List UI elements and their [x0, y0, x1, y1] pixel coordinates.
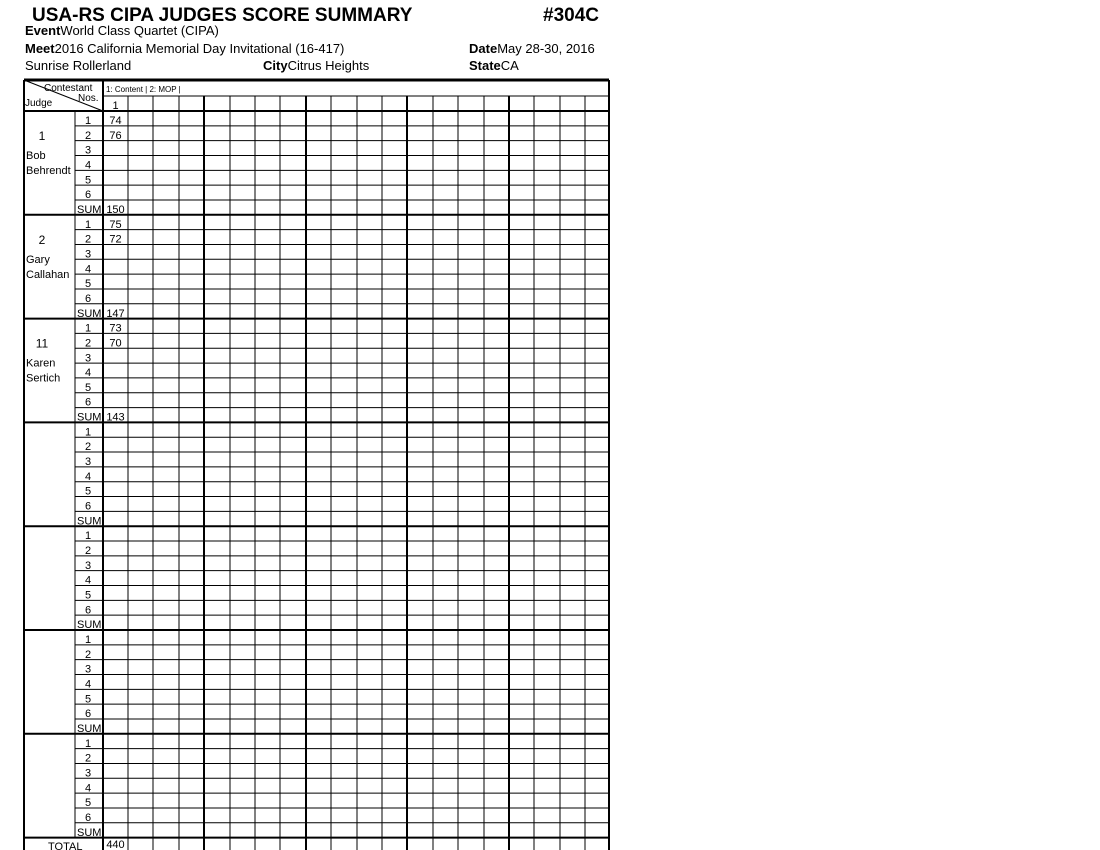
judge-number: 1: [38, 129, 46, 143]
row-number: 1: [84, 115, 92, 127]
total-label: TOTAL: [48, 841, 83, 850]
row-number: 1: [84, 218, 92, 231]
row-number: 3: [84, 767, 92, 780]
row-number: 6: [84, 396, 92, 409]
row-number: 2: [84, 337, 92, 350]
row-number: 6: [84, 189, 92, 202]
row-number: 3: [84, 248, 92, 261]
sum-cell: 143: [106, 411, 125, 424]
row-number: 5: [84, 485, 92, 498]
row-number: 2: [84, 648, 92, 661]
score-cell: 76: [109, 129, 122, 142]
judge-name: Callahan: [26, 268, 70, 281]
score-cell: 73: [109, 322, 122, 335]
row-number: 2: [84, 233, 92, 246]
row-number: 3: [84, 456, 92, 469]
meet-value: 2016 California Memorial Day Invitational (16-417): [54, 41, 345, 56]
row-number: 1: [84, 634, 92, 646]
sum-label: SUM: [77, 515, 102, 528]
row-number: 6: [84, 811, 92, 824]
sum-cell: 150: [106, 203, 125, 216]
judge-name: Gary: [26, 253, 50, 266]
judge-name: Sertich: [26, 372, 61, 385]
sum-label: SUM: [77, 411, 102, 424]
judge-number: 11: [35, 336, 49, 351]
row-number: 1: [84, 322, 92, 335]
row-number: 3: [84, 559, 92, 572]
city-label: City: [263, 58, 288, 73]
row-number: 4: [84, 574, 92, 587]
row-number: 1: [84, 530, 92, 543]
sum-label: SUM: [77, 722, 102, 735]
row-number: 1: [84, 426, 92, 439]
judge-name: Karen: [26, 357, 56, 370]
row-number: 3: [84, 144, 92, 157]
sum-label: SUM: [77, 826, 102, 839]
document-number: #304C: [543, 5, 599, 26]
score-legend: 1: Content | 2: MOP |: [106, 85, 181, 94]
sum-label: SUM: [77, 307, 102, 320]
state-label: State: [469, 58, 501, 73]
venue: Sunrise Rollerland: [25, 58, 132, 73]
row-number: 4: [84, 263, 92, 276]
row-number: 2: [84, 545, 92, 558]
date-label: Date: [469, 41, 498, 56]
score-cell: 75: [109, 218, 122, 231]
row-number: 2: [84, 441, 92, 454]
row-number: 4: [84, 678, 92, 691]
row-number: 4: [84, 367, 92, 380]
city-value: Citrus Heights: [287, 58, 370, 73]
row-number: 6: [84, 292, 92, 305]
sum-label: SUM: [77, 203, 102, 216]
row-number: 2: [84, 752, 92, 765]
row-number: 3: [84, 352, 92, 365]
row-number: 5: [84, 381, 92, 394]
page-title: USA-RS CIPA JUDGES SCORE SUMMARY: [32, 5, 413, 26]
row-number: 3: [84, 663, 92, 676]
meet-label: Meet: [25, 41, 55, 56]
judge-name: Behrendt: [26, 165, 71, 177]
contestant-label: Contestant: [44, 83, 93, 94]
judge-label: Judge: [25, 98, 53, 109]
sum-cell: 147: [106, 307, 125, 320]
row-number: 6: [84, 500, 92, 513]
row-number: 5: [84, 278, 92, 291]
row-number: 6: [84, 708, 92, 721]
sum-label: SUM: [77, 619, 102, 632]
row-number: 4: [84, 159, 92, 172]
row-number: 6: [84, 604, 92, 617]
row-number: 5: [84, 693, 92, 706]
row-number: 5: [84, 174, 92, 187]
row-number: 5: [84, 797, 92, 810]
contestant-number: 1: [112, 100, 119, 112]
row-number: 5: [84, 589, 92, 602]
nos-label: Nos.: [78, 93, 99, 104]
date-value: May 28-30, 2016: [497, 41, 595, 56]
score-cell: 72: [109, 233, 122, 246]
event-value: World Class Quartet (CIPA): [60, 23, 219, 38]
judge-number: 2: [38, 232, 46, 247]
row-number: 4: [84, 470, 92, 483]
row-number: 2: [84, 129, 92, 142]
judge-name: Bob: [26, 150, 46, 162]
state-value: CA: [500, 58, 519, 73]
row-number: 1: [84, 737, 92, 750]
score-cell: 74: [109, 115, 122, 127]
score-cell: 70: [109, 337, 122, 350]
event-label: Event: [25, 23, 61, 38]
row-number: 4: [84, 782, 92, 795]
total-cell: 440: [106, 839, 125, 850]
